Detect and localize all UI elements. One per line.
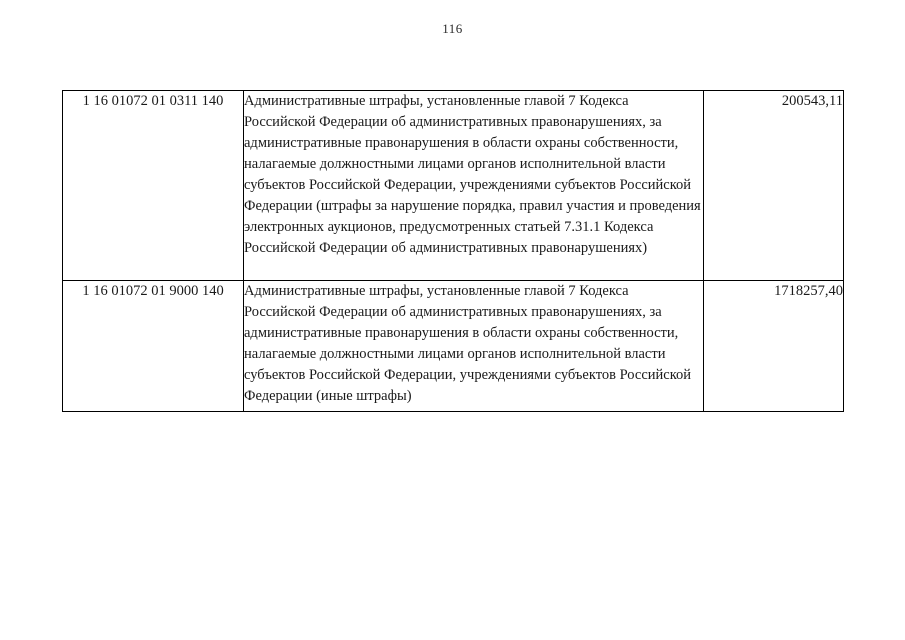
table-row (63, 91, 844, 281)
row-amount-cell: 200543,11 (704, 91, 844, 281)
budget-classification-table (62, 90, 844, 412)
row-amount-cell: 1718257,40 (704, 281, 844, 412)
table-row (63, 281, 844, 412)
row-code-cell: 1 16 01072 01 0311 140 (63, 91, 244, 281)
row-code-cell: 1 16 01072 01 9000 140 (63, 281, 244, 412)
page-number: 116 (442, 21, 463, 36)
row-description-cell: Административные штрафы, установленные главой 7 Кодекса Российской Федерации об административных правонарушениях, за административные правонарушения в области охраны собственности, налагаемые должностными лицами органов исполнительной власти субъектов Российской Федерации, учреждениями субъектов Российской Федерации (иные штрафы) (244, 281, 704, 412)
row-description-cell: Административные штрафы, установленные главой 7 Кодекса Российской Федерации об административных правонарушениях, за административные правонарушения в области охраны собственности, налагаемые должностными лицами органов исполнительной власти субъектов Российской Федерации, учреждениями субъектов Российской Федерации (штрафы за нарушение порядка, правил участия и проведения электронных аукционов, предусмотренных статьей 7.31.1 Кодекса Российской Федерации об административных правонарушениях) (244, 91, 704, 281)
